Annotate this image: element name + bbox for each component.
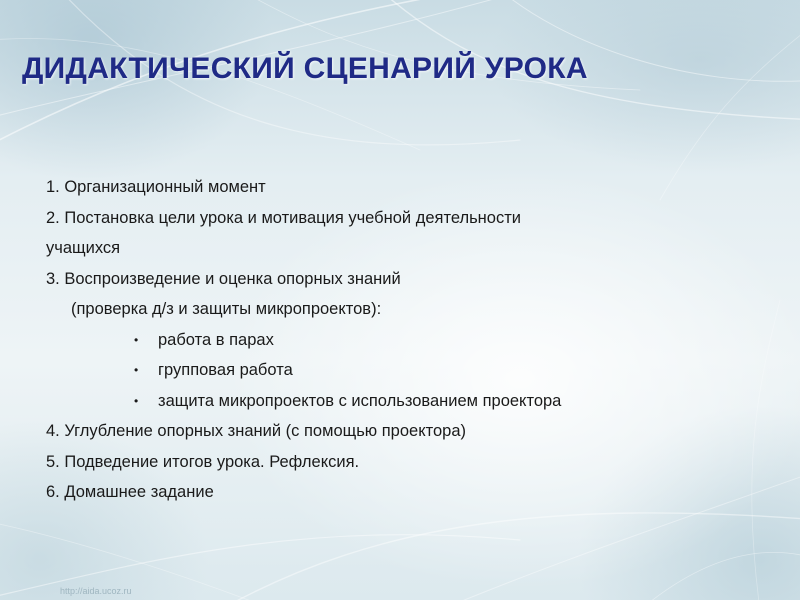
- outline-item-6: 6. Домашнее задание: [46, 483, 214, 501]
- outline-item-4: 4. Углубление опорных знаний (с помощью проектора): [46, 422, 467, 440]
- sub-item-label: групповая работа: [158, 361, 293, 379]
- outline-item-3-detail: (проверка д/з и защиты микропроектов):: [71, 300, 382, 318]
- lesson-outline: [46, 172, 746, 508]
- outline-item-1: 1. Организационный момент: [46, 178, 266, 196]
- sub-item-microproject-defense: [46, 386, 746, 417]
- outline-item-5: 5. Подведение итогов урока. Рефлексия.: [46, 452, 360, 471]
- sub-item-group-work: [46, 355, 746, 386]
- sub-item-label: защита микропроектов с использованием проектора: [158, 391, 562, 410]
- sub-item-pair-work: [46, 325, 746, 356]
- outline-item-3: 3. Воспроизведение и оценка опорных знаний: [46, 269, 401, 288]
- outline-item-2: 2. Постановка цели урока и мотивация учебной деятельности: [46, 208, 521, 227]
- outline-item-2-continuation: учащихся: [46, 239, 121, 257]
- bullet-icon: •: [134, 332, 139, 347]
- slide-title: ДИДАКТИЧЕСКИЙ СЦЕНАРИЙ УРОКА: [22, 52, 588, 85]
- bullet-icon: •: [134, 393, 139, 408]
- source-watermark: http://aida.ucoz.ru: [60, 586, 132, 596]
- sub-item-label: работа в парах: [158, 330, 274, 349]
- bullet-icon: •: [134, 363, 139, 377]
